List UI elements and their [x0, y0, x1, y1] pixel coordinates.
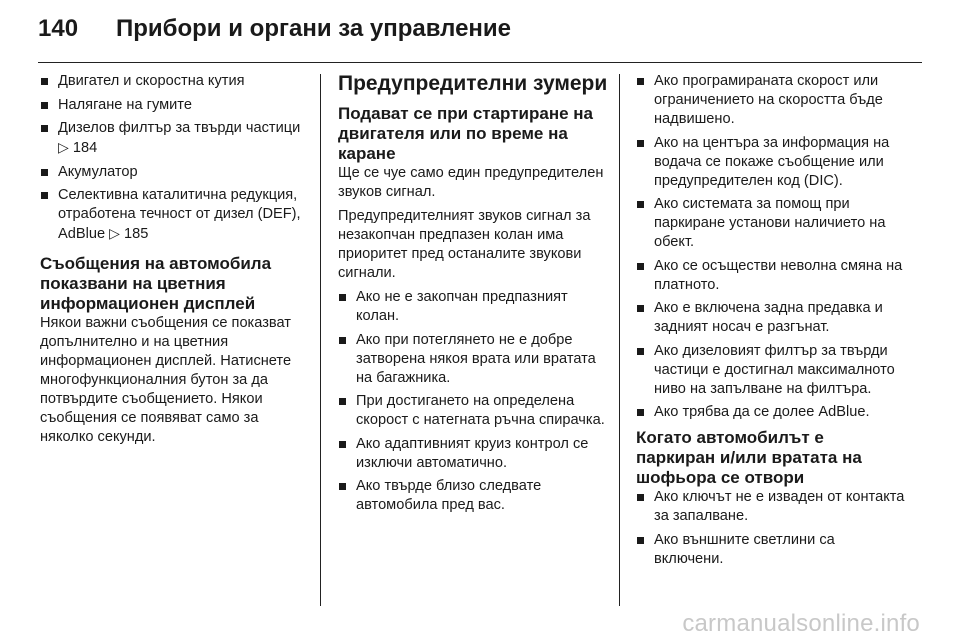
square-bullet-icon: [339, 337, 346, 344]
column-1: [40, 72, 306, 452]
square-bullet-icon: [637, 348, 644, 355]
list-item: Ако на центъра за информация на водача се покаже съобщение или предупредителен код (DIC).: [636, 134, 906, 191]
column-divider-1: [320, 74, 321, 606]
page-reference[interactable]: 184: [72, 140, 98, 156]
col2-bullet-list: [338, 288, 610, 515]
page-header: [38, 8, 511, 50]
list-item: Дизелов филтър за твърди частици ▷ 184: [40, 119, 306, 158]
square-bullet-icon: [637, 201, 644, 208]
list-item: Ако адаптивният круиз контрол се изключи автоматично.: [338, 435, 610, 473]
subsection-heading: Подават се при стартиране на двигателя или по време на каране: [338, 104, 593, 163]
column-2: [338, 72, 610, 520]
body-paragraph: Някои важни съобщения се показват допълнително и на цветния информационен дисплей. Натиснете многофункционалния бутон за да потвърдите съобщението. Някои съобщения се появяват само за няколко секунди.: [40, 315, 292, 445]
col3-bullet-list: [636, 72, 906, 422]
list-item: Акумулатор: [40, 163, 306, 182]
list-item: Ако външните светлини са включени.: [636, 531, 906, 569]
square-bullet-icon: [637, 305, 644, 312]
list-item: Ако при потеглянето не е добре затворена някоя врата или вратата на багажника.: [338, 331, 610, 388]
column-divider-2: [619, 74, 620, 606]
section-heading: Когато автомобилът е паркиран и/или вратата на шофьора се отвори: [636, 428, 862, 487]
square-bullet-icon: [41, 102, 48, 109]
list-item: Ако е включена задна предавка и задният носач е разгънат.: [636, 299, 906, 337]
arrow-ref-icon[interactable]: ▷: [109, 225, 120, 241]
list-item: Селективна каталитична редукция, отработена течност от дизел (DEF), AdBlue ▷ 185: [40, 186, 306, 244]
square-bullet-icon: [637, 263, 644, 270]
square-bullet-icon: [339, 294, 346, 301]
body-paragraph: Предупредителният звуков сигнал за незакопчан предпазен колан има приоритет пред останалите звукови сигнали.: [338, 208, 591, 281]
page-reference[interactable]: 185: [123, 226, 149, 242]
square-bullet-icon: [339, 441, 346, 448]
square-bullet-icon: [637, 140, 644, 147]
square-bullet-icon: [41, 192, 48, 199]
list-item: Двигател и скоростна кутия: [40, 72, 306, 91]
col3-bullet-list-2: [636, 488, 906, 569]
section-title: Предупредителни зумери: [338, 72, 608, 95]
list-item: Ако дизеловият филтър за твърди частици е достигнал максималното ниво на запълване на филтъра.: [636, 342, 906, 399]
square-bullet-icon: [339, 398, 346, 405]
list-item: Ако програмираната скорост или ограничението на скоростта бъде надвишено.: [636, 72, 906, 129]
column-3: [636, 72, 906, 573]
list-item: Ако ключът не е изваден от контакта за запалване.: [636, 488, 906, 526]
page-number: 140: [38, 15, 79, 42]
col1-bullet-list: [40, 72, 306, 244]
square-bullet-icon: [637, 409, 644, 416]
section-heading: Съобщения на автомобила показвани на цветния информационен дисплей: [40, 254, 272, 313]
body-paragraph: Ще се чуе само един предупредителен звуков сигнал.: [338, 165, 604, 200]
arrow-ref-icon[interactable]: ▷: [58, 139, 69, 155]
square-bullet-icon: [637, 494, 644, 501]
list-item: Ако се осъществи неволна смяна на платното.: [636, 257, 906, 295]
list-item: При достигането на определена скорост с натегната ръчна спирачка.: [338, 392, 610, 430]
square-bullet-icon: [41, 125, 48, 132]
list-item: Ако трябва да се долее AdBlue.: [636, 403, 906, 422]
square-bullet-icon: [339, 483, 346, 490]
square-bullet-icon: [41, 78, 48, 85]
list-item: Ако не е закопчан предпазният колан.: [338, 288, 610, 326]
list-item: Ако твърде близо следвате автомобила пред вас.: [338, 477, 610, 515]
list-item: Налягане на гумите: [40, 96, 306, 115]
square-bullet-icon: [637, 537, 644, 544]
header-divider: [38, 62, 922, 63]
list-item: Ако системата за помощ при паркиране установи наличието на обект.: [636, 195, 906, 252]
square-bullet-icon: [637, 78, 644, 85]
watermark: carmanualsonline.info: [682, 610, 920, 637]
page-title: Прибори и органи за управление: [116, 15, 512, 42]
square-bullet-icon: [41, 169, 48, 176]
